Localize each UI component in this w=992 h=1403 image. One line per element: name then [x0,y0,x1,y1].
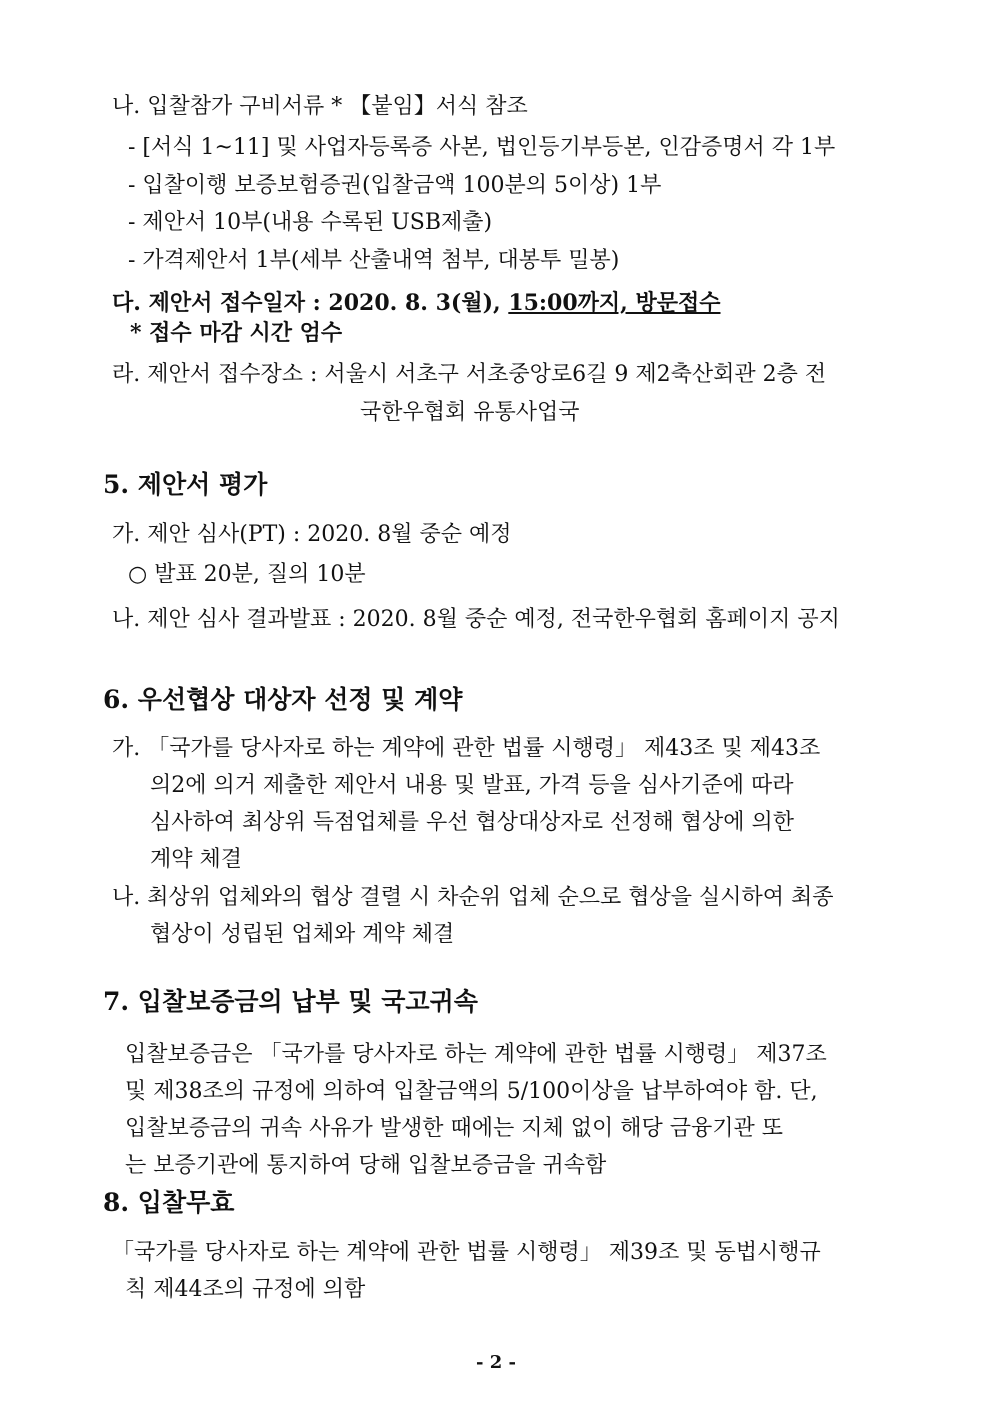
bullet-item: - 제안서 10부(내용 수록된 USB제출) [128,210,493,235]
paragraph-line: 입찰보증금의 귀속 사유가 발생한 때에는 지체 없이 해당 금융기관 또 [125,1116,783,1141]
paragraph-line: 입찰보증금은 「국가를 당사자로 하는 계약에 관한 법률 시행령」 제37조 [125,1042,827,1067]
item-na-title: 나. 입찰참가 구비서류 * 【붙임】서식 참조 [112,94,528,119]
paragraph-line: 가. 「국가를 당사자로 하는 계약에 관한 법률 시행령」 제43조 및 제43조 [112,736,821,761]
item-ga-review: 가. 제안 심사(PT) : 2020. 8월 중순 예정 [112,522,512,547]
deadline-note: * 접수 마감 시간 엄수 [130,320,343,346]
item-ra-location-cont: 국한우협회 유통사업국 [360,400,580,425]
paragraph-line: 칙 제44조의 규정에 의함 [125,1277,366,1302]
deadline-time: 15:00까지, 방문접수 [508,290,721,316]
item-na-result: 나. 제안 심사 결과발표 : 2020. 8월 중순 예정, 전국한우협회 홈페이지 공지 [112,607,840,632]
item-ra-location: 라. 제안서 접수장소 : 서울시 서초구 서초중앙로6길 9 제2축산회관 2층 전 [112,362,827,387]
paragraph-line: 심사하여 최상위 득점업체를 우선 협상대상자로 선정해 협상에 의한 [150,810,795,835]
paragraph-line: 계약 체결 [150,847,243,872]
section-heading: 7. 입찰보증금의 납부 및 국고귀속 [103,987,478,1016]
item-ga-sub: ○ 발표 20분, 질의 10분 [128,562,366,587]
paragraph-line: 「국가를 당사자로 하는 계약에 관한 법률 시행령」 제39조 및 동법시행규 [112,1240,821,1265]
paragraph-line: 협상이 성립된 업체와 계약 체결 [150,922,455,947]
item-da-deadline [112,288,721,318]
section-heading: 5. 제안서 평가 [103,470,268,499]
paragraph-line: 및 제38조의 규정에 의하여 입찰금액의 5/100이상을 납부하여야 함. 단, [125,1079,818,1104]
paragraph-line: 는 보증기관에 통지하여 당해 입찰보증금을 귀속함 [125,1153,607,1178]
bullet-item: - 입찰이행 보증보험증권(입찰금액 100분의 5이상) 1부 [128,173,662,198]
deadline-text: 다. 제안서 접수일자 : 2020. 8. 3(월), [112,290,509,316]
bullet-item: - 가격제안서 1부(세부 산출내역 첨부, 대봉투 밀봉) [128,248,620,273]
page-number: - 2 - [476,1352,516,1373]
bullet-item: - [서식 1~11] 및 사업자등록증 사본, 법인등기부등본, 인감증명서 각 1부 [128,135,836,160]
paragraph-line: 의2에 의거 제출한 제안서 내용 및 발표, 가격 등을 심사기준에 따라 [150,773,794,798]
paragraph-line: 나. 최상위 업체와의 협상 결렬 시 차순위 업체 순으로 협상을 실시하여 최종 [112,885,834,910]
section-heading: 6. 우선협상 대상자 선정 및 계약 [103,685,463,714]
section-heading: 8. 입찰무효 [103,1188,235,1217]
